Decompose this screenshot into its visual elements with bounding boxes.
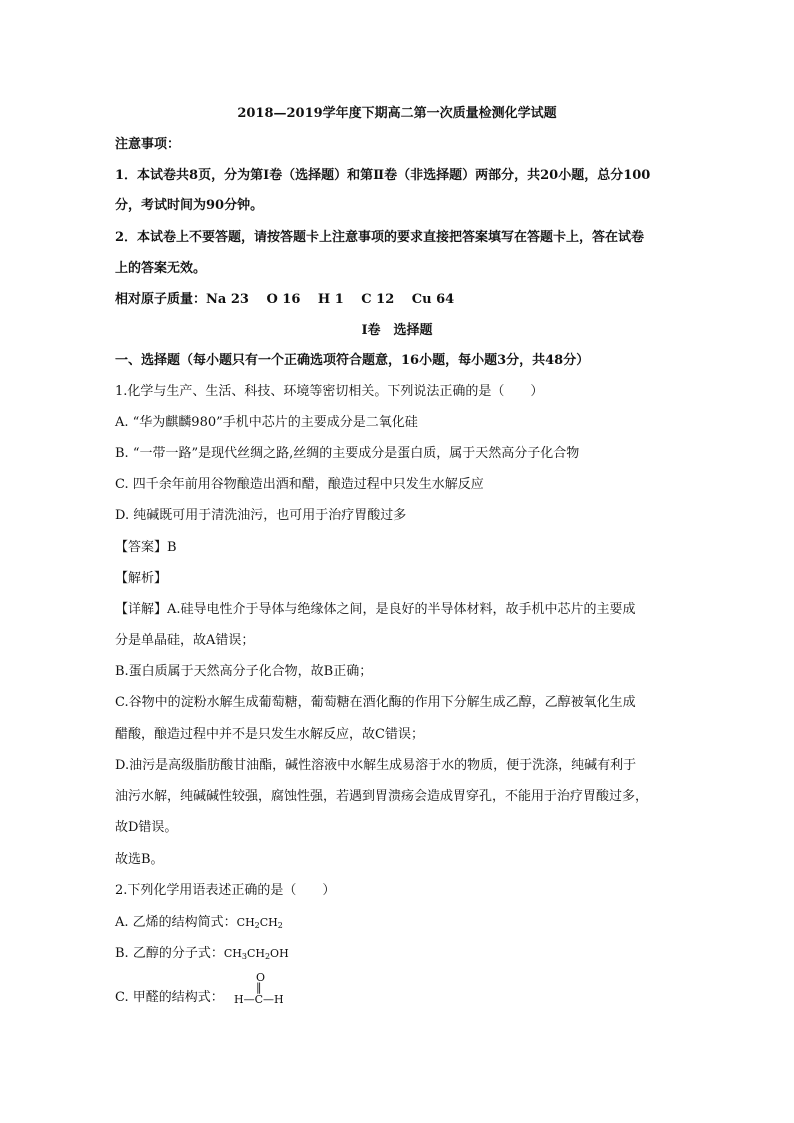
q1-detail-line-5: 醋酸，酿造过程中并不是只发生水解反应，故C错误；	[115, 727, 424, 742]
q2-option-a	[115, 915, 283, 934]
notice-item-2-line-1: 2．本试卷上不要答题，请按答题卡上注意事项的要求直接把答案填写在答题卡上，答在试卷	[115, 230, 645, 245]
q1-stem: 1.化学与生产、生活、科技、环境等密切相关。下列说法正确的是（ ）	[115, 384, 544, 399]
formaldehyde-chain: H—C—H	[234, 993, 284, 1006]
notice-item-1-line-1: 1．本试卷共8页，分为第Ⅰ卷（选择题）和第Ⅱ卷（非选择题）两部分，共20小题，总分100	[115, 168, 651, 183]
section-title: Ⅰ卷 选择题	[361, 323, 433, 338]
q2-stem: 2.下列化学用语表述正确的是（ ）	[115, 883, 336, 898]
q1-option-b: B. “一带一路”是现代丝绸之路,丝绸的主要成分是蛋白质，属于天然高分子化合物	[115, 446, 580, 461]
q1-option-a: A. “华为麒麟980”手机中芯片的主要成分是二氧化硅	[115, 415, 418, 430]
atomic-masses: 相对原子质量：Na 23 O 16 H 1 C 12 Cu 64	[115, 292, 455, 307]
q1-detail-line-3: B.蛋白质属于天然高分子化合物，故B正确；	[115, 664, 373, 679]
notice-item-1-line-2: 分，考试时间为90分钟。	[115, 198, 264, 213]
q2-option-b-label: B. 乙醇的分子式：	[115, 946, 224, 961]
q1-detail-line-6: D.油污是高级脂肪酸甘油酯，碱性溶液中水解生成易溶于水的物质，便于洗涤，纯碱有利于	[115, 758, 637, 773]
q1-answer: 【答案】B	[115, 540, 177, 555]
q1-detail-line-2: 分是单晶硅，故A错误；	[115, 633, 255, 648]
q2-option-a-label: A. 乙烯的结构简式：	[115, 915, 237, 930]
q1-option-d: D. 纯碱既可用于清洗油污，也可用于治疗胃酸过多	[115, 508, 407, 523]
q1-detail-line-8: 故D错误。	[115, 820, 178, 835]
exam-title: 2018—2019学年度下期高二第一次质量检测化学试题	[237, 106, 557, 121]
notice-item-2-line-2: 上的答案无效。	[115, 261, 207, 276]
q2-option-b	[115, 946, 289, 965]
q1-analysis-heading: 【解析】	[115, 571, 168, 586]
q1-detail-line-7: 油污水解，纯碱碱性较强，腐蚀性强，若遇到胃溃疡会造成胃穿孔，不能用于治疗胃酸过多，	[115, 789, 649, 804]
q1-detail-line-1: 【详解】A.硅导电性介于导体与绝缘体之间，是良好的半导体材料，故手机中芯片的主要成	[115, 602, 636, 617]
q2-option-c-label: C. 甲醛的结构式：	[115, 990, 224, 1005]
formaldehyde-structure	[234, 972, 294, 1008]
q2-option-a-formula: $CH_2CH_2$	[236, 916, 283, 930]
q2-option-b-formula: $CH_3CH_2OH$	[223, 947, 289, 961]
part-one-heading: 一、选择题（每小题只有一个正确选项符合题意，16小题，每小题3分，共48分）	[115, 353, 590, 368]
q1-detail-line-4: C.谷物中的淀粉水解生成葡萄糖，葡萄糖在酒化酶的作用下分解生成乙醇，乙醇被氧化生成	[115, 695, 636, 710]
q2-option-c	[115, 990, 224, 1006]
q1-option-c: C. 四千余年前用谷物酿造出酒和醋，酿造过程中只发生水解反应	[115, 477, 484, 492]
notice-heading: 注意事项：	[115, 137, 181, 152]
formaldehyde-oxygen: O	[256, 971, 266, 984]
q1-conclusion: 故选B。	[115, 852, 164, 867]
formaldehyde-double-bond: ‖	[256, 981, 262, 994]
